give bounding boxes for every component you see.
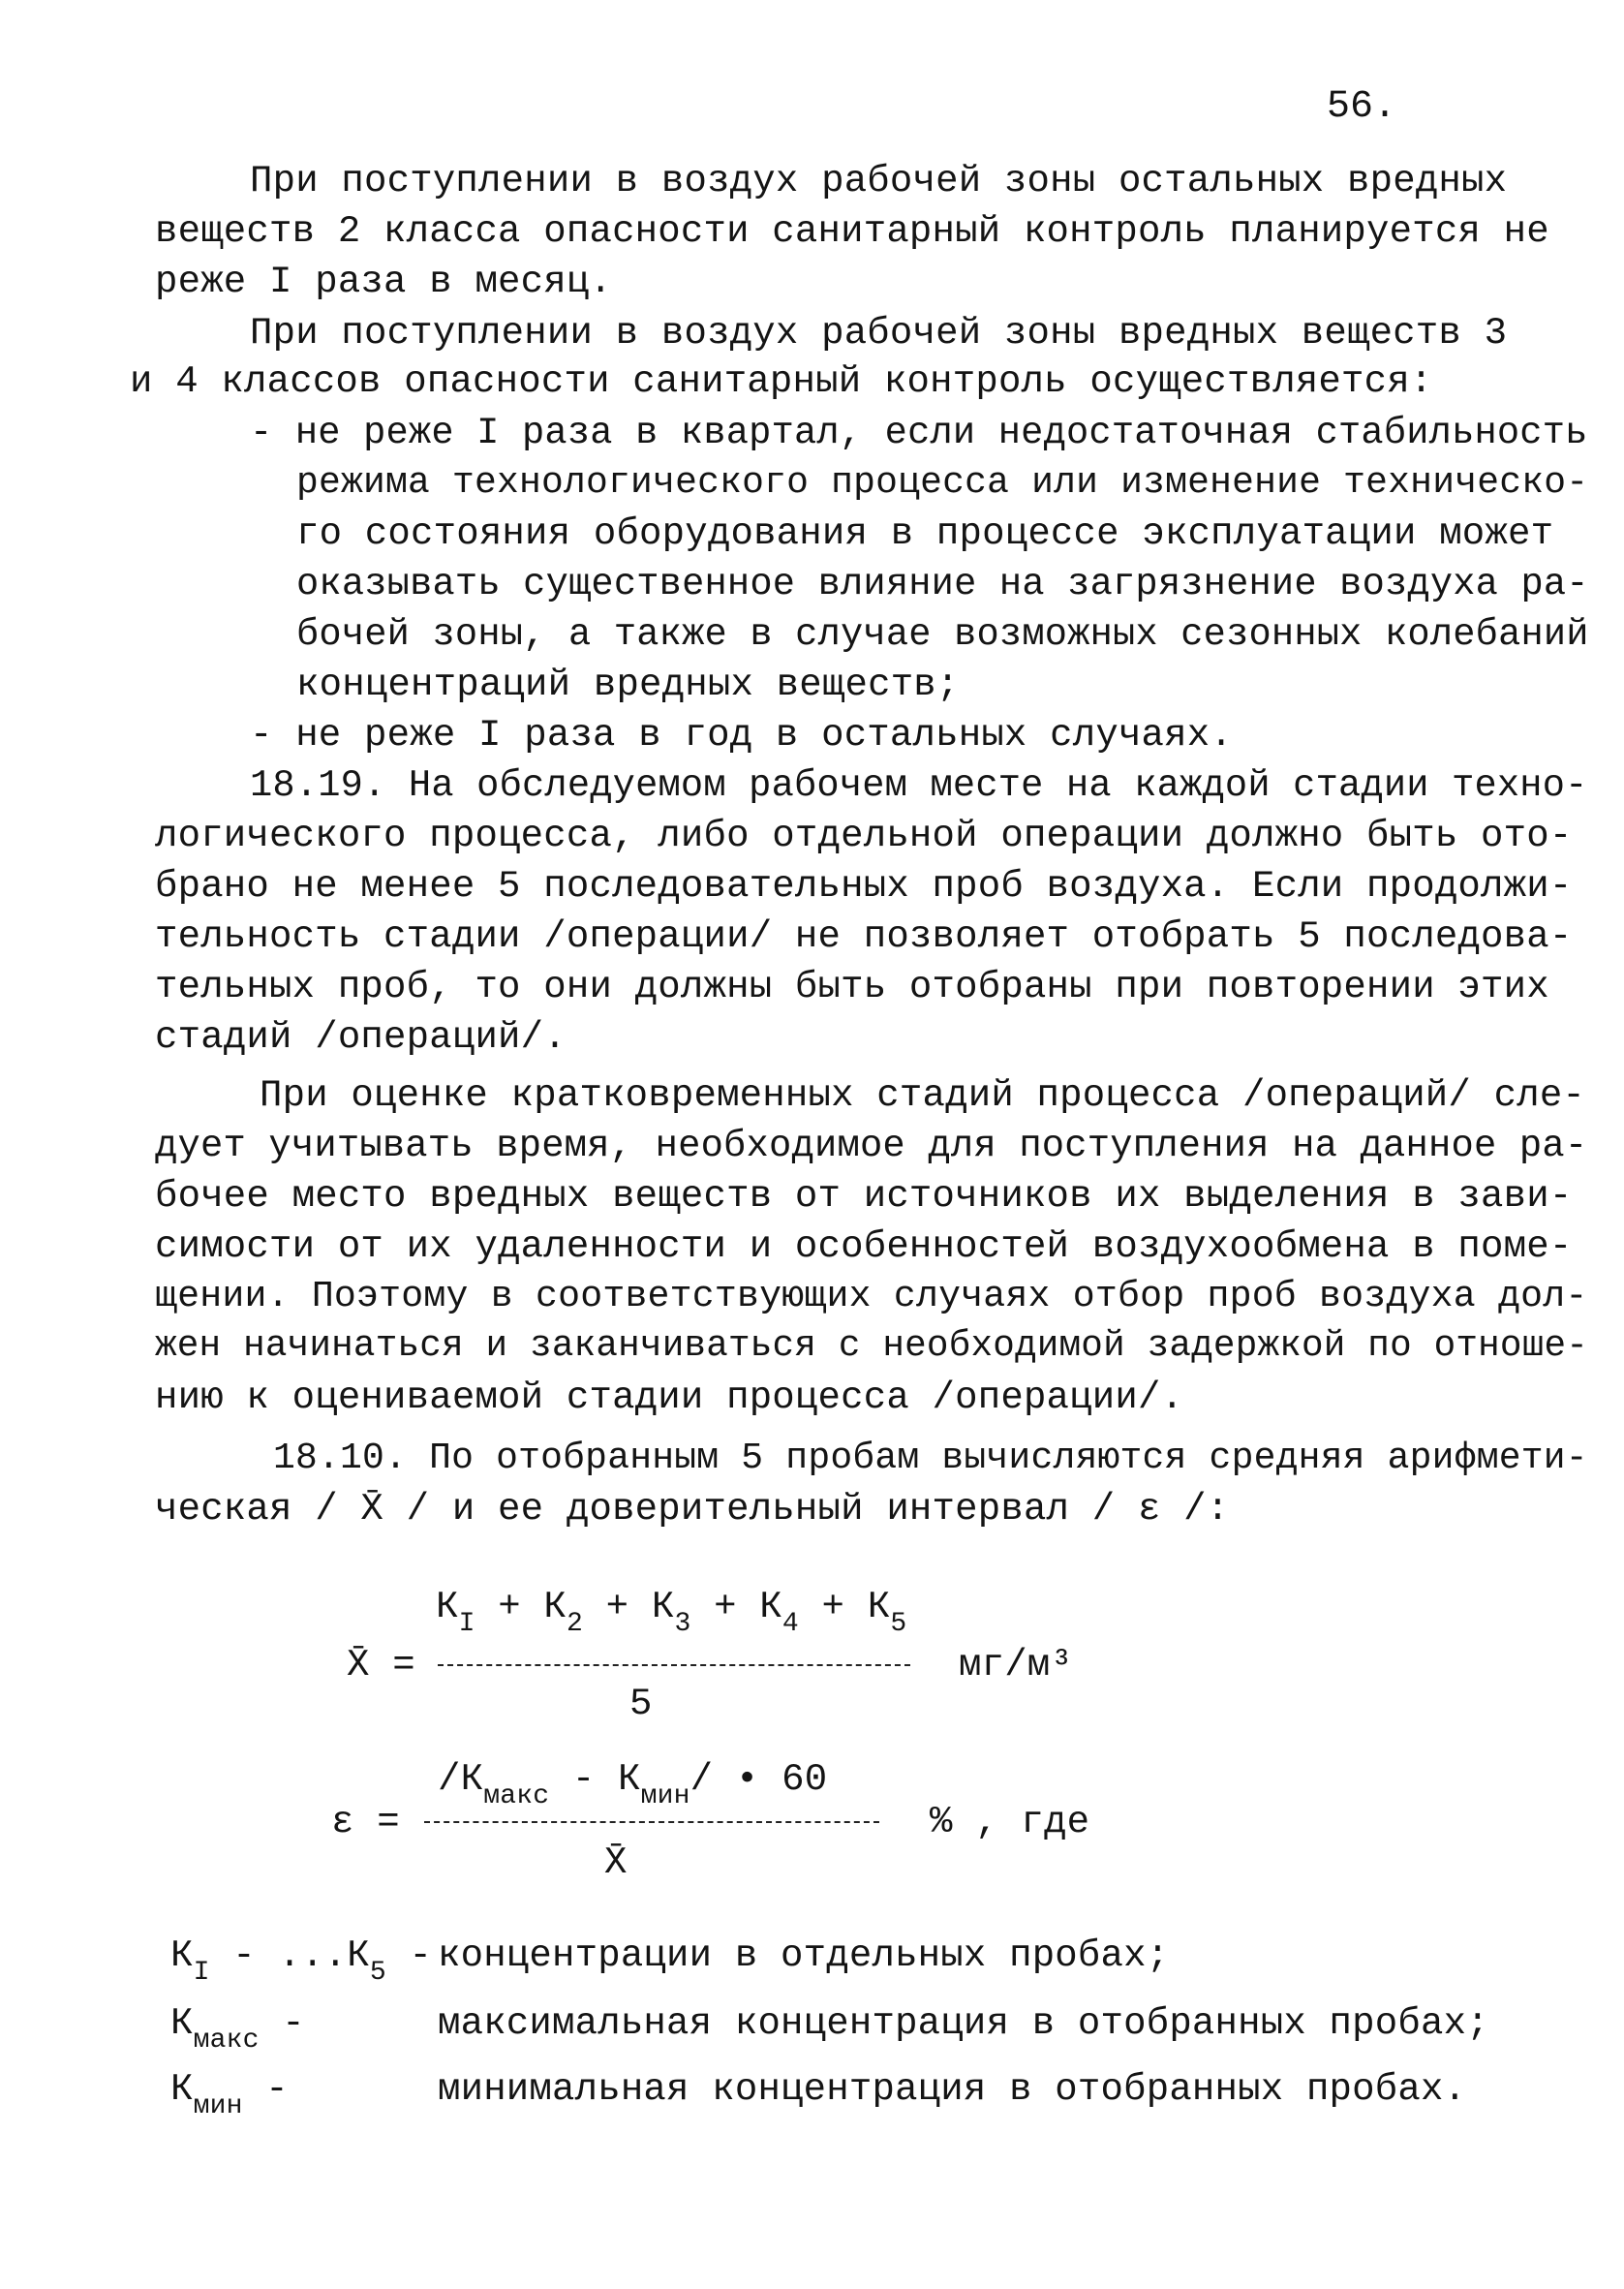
formula-lhs: ε = bbox=[331, 1801, 400, 1843]
text-line: ческая / X̄ / и ее доверительный интервал / ε /: bbox=[155, 1488, 1230, 1531]
text-line: При оценке кратковременных стадий процесса /операций/ сле- bbox=[260, 1074, 1586, 1117]
page-number: 56. bbox=[1327, 85, 1397, 129]
text-line: нию к оцениваемой стадии процесса /операции/. bbox=[155, 1376, 1184, 1419]
definition-text: минимальная концентрация в отобранных пробах. bbox=[438, 2068, 1467, 2111]
text-line: тельность стадии /операции/ не позволяет отобрать 5 последова- bbox=[155, 915, 1573, 958]
text-line: При поступлении в воздух рабочей зоны вредных веществ 3 bbox=[250, 312, 1508, 355]
fraction-bar bbox=[424, 1821, 879, 1823]
definition-text: концентрации в отдельных пробах; bbox=[438, 1934, 1170, 1977]
text-line: 18.10. По отобранным 5 пробам вычисляются средняя арифмети- bbox=[273, 1438, 1588, 1479]
list-item-line: режима технологического процесса или изменение техническо- bbox=[296, 462, 1589, 504]
text-line: логического процесса, либо отдельной операции должно быть ото- bbox=[155, 815, 1573, 857]
definition-text: максимальная концентрация в отобранных пробах; bbox=[438, 2002, 1489, 2045]
text-line: При поступлении в воздух рабочей зоны остальных вредных bbox=[250, 160, 1508, 202]
text-line: тельных проб, то они должны быть отобраны при повторении этих bbox=[155, 966, 1549, 1008]
formula-unit: % , где bbox=[930, 1801, 1090, 1843]
list-item-line: бочей зоны, а также в случае возможных сезонных колебаний bbox=[296, 613, 1589, 656]
fraction-bar bbox=[438, 1664, 910, 1666]
text-line: брано не менее 5 последовательных проб воздуха. Если продолжи- bbox=[155, 865, 1573, 908]
text-line: бочее место вредных веществ от источников их выделения в зави- bbox=[155, 1175, 1573, 1218]
text-line: 18.19. На обследуемом рабочем месте на каждой стадии техно- bbox=[250, 764, 1588, 807]
list-item-line: - не реже I раза в год в остальных случаях. bbox=[250, 714, 1233, 757]
text-line: и 4 классов опасности санитарный контроль осуществляется: bbox=[130, 360, 1433, 403]
text-line: реже I раза в месяц. bbox=[155, 261, 613, 303]
formula-unit: мг/м³ bbox=[959, 1644, 1074, 1686]
text-line: веществ 2 класса опасности санитарный контроль планируется не bbox=[155, 210, 1549, 253]
text-line: щении. Поэтому в соответствующих случаях отбор проб воздуха дол- bbox=[155, 1276, 1588, 1317]
list-item-line: концентраций вредных веществ; bbox=[296, 664, 960, 706]
definition-symbol: $К_I - ...К_5$ - bbox=[170, 1934, 433, 1988]
text-line: жен начинаться и заканчиваться с необходимой задержкой по отноше- bbox=[155, 1326, 1589, 1367]
text-line: дует учитывать время, необходимое для поступления на данное ра- bbox=[155, 1125, 1588, 1167]
formula-lhs: X̄ = bbox=[347, 1644, 415, 1686]
formula-numerator: $К_I + К_2 + К_3 + К_4 + К_5$ bbox=[436, 1586, 907, 1639]
definition-symbol: $К_{макс}$ - bbox=[170, 2002, 305, 2056]
definition-symbol: $К_{мин}$ - bbox=[170, 2068, 289, 2121]
list-item-line: го состояния оборудования в процессе эксплуатации может bbox=[296, 512, 1554, 555]
formula-denominator: X̄ bbox=[604, 1841, 628, 1884]
text-line: симости от их удаленности и особенностей воздухообмена в поме- bbox=[155, 1225, 1573, 1268]
list-item-line: оказывать существенное влияние на загрязнение воздуха ра- bbox=[296, 563, 1589, 605]
text-line: стадий /операций/. bbox=[155, 1016, 567, 1059]
formula-numerator: $/К_{макс} - К_{мин}/$ • 60 bbox=[438, 1758, 828, 1811]
list-item-line: - не реже I раза в квартал, если недостаточная стабильность bbox=[250, 412, 1588, 454]
formula-denominator: 5 bbox=[629, 1683, 653, 1725]
